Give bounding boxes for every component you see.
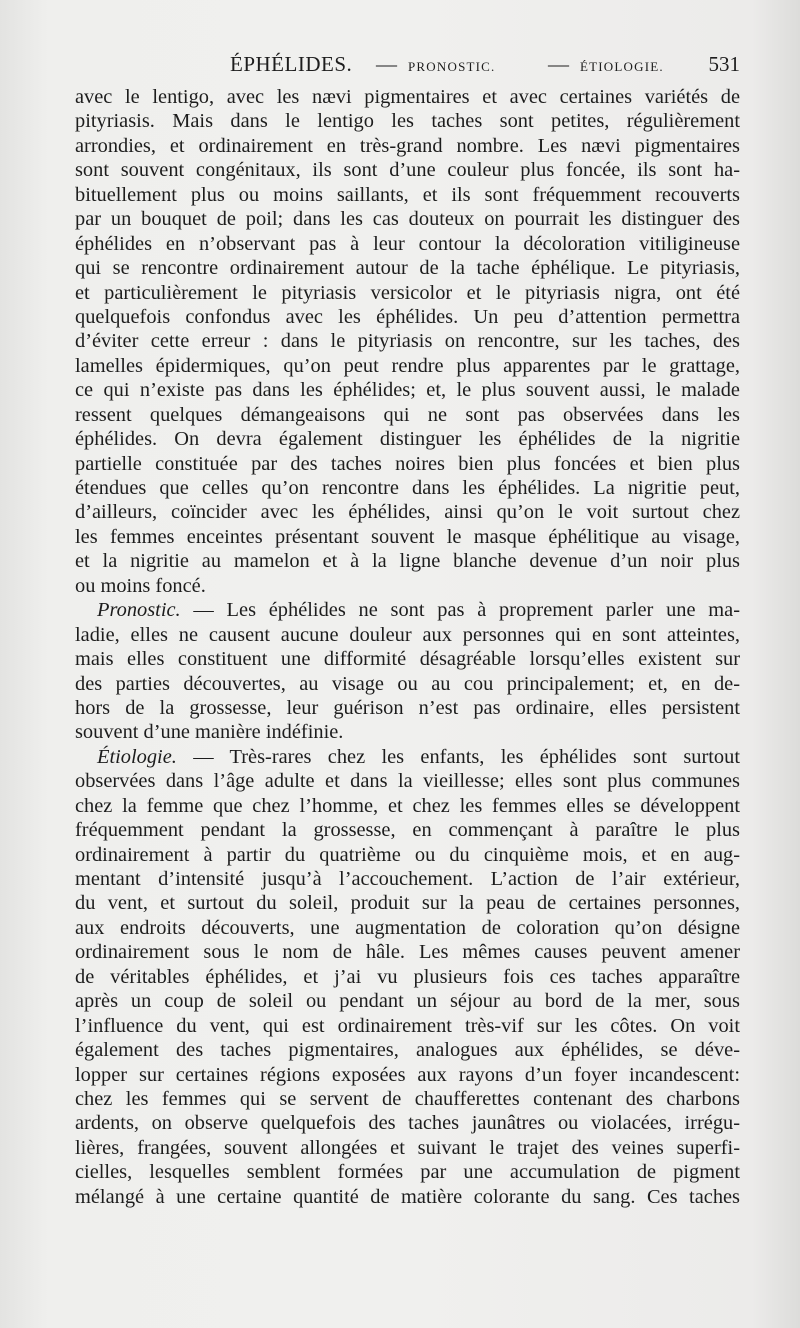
text-line: cielles, lesquelles semblent formées par une accumulation de pigment bbox=[75, 1161, 740, 1184]
text-line: des parties découvertes, au visage ou au cou principalement; et, en de- bbox=[75, 672, 740, 695]
text-line: chez la femme que chez l’homme, et chez les femmes elles se développent bbox=[75, 794, 740, 817]
header-title: ÉPHÉLIDES. bbox=[230, 52, 353, 76]
text-line: l’influence du vent, qui est ordinairement très-vif sur les côtes. On voit bbox=[75, 1014, 740, 1037]
text-line: chez les femmes qui se servent de chaufferettes contenant des charbons bbox=[75, 1087, 740, 1110]
text-line: ou moins foncé. bbox=[75, 574, 206, 597]
body-text bbox=[75, 85, 740, 1209]
text-line: aux endroits découverts, une augmentation de coloration qu’on désigne bbox=[75, 916, 740, 939]
text-span: — Très-rares chez les enfants, les éphélides sont surtout bbox=[193, 745, 740, 768]
header-section-pronostic: PRONOSTIC. bbox=[408, 59, 496, 74]
text-line: observées dans l’âge adulte et dans la vieillesse; elles sont plus communes bbox=[75, 770, 740, 793]
text-line: pityriasis. Mais dans le lentigo les taches sont petites, régulièrement bbox=[75, 110, 740, 133]
header-separator: — bbox=[548, 52, 569, 76]
text-line: éphélides en n’observant pas à leur contour la décoloration vitiligineuse bbox=[75, 232, 740, 255]
text-span: — Les éphélides ne sont pas à proprement parler une ma- bbox=[193, 599, 740, 622]
section-heading-etiologie: Étiologie. bbox=[97, 745, 177, 768]
text-line: de véritables éphélides, et j’ai vu plusieurs fois ces taches apparaître bbox=[75, 965, 740, 988]
text-line: et particulièrement le pityriasis versicolor et le pityriasis nigra, ont été bbox=[75, 281, 740, 304]
text-line: par un bouquet de poil; dans les cas douteux on pourrait les distinguer des bbox=[75, 208, 740, 231]
page-number: 531 bbox=[708, 52, 740, 76]
text-line: lières, frangées, souvent allongées et suivant le trajet des veines superfi- bbox=[75, 1136, 740, 1159]
text-line: ce qui n’existe pas dans les éphélides; et, le plus souvent aussi, le malade bbox=[75, 379, 740, 402]
text-line: du vent, et surtout du soleil, produit sur la peau de certaines personnes, bbox=[75, 892, 740, 915]
header-separator: — bbox=[376, 52, 397, 76]
paragraph-etiologie-first-line bbox=[75, 745, 740, 769]
text-line: souvent d’une manière indéfinie. bbox=[75, 721, 344, 744]
text-line: mélangé à une certaine quantité de matière colorante du sang. Ces taches bbox=[75, 1185, 740, 1208]
text-line: mentant d’intensité jusqu’à l’accouchement. L’action de l’air extérieur, bbox=[75, 868, 740, 890]
paragraph-pronostic-first-line bbox=[75, 598, 740, 622]
text-line: quelquefois confondus avec les éphélides. Un peu d’attention permettra bbox=[75, 305, 740, 328]
text-line: hors de la grossesse, leur guérison n’est pas ordinaire, elles persistent bbox=[75, 696, 740, 719]
section-heading-pronostic: Pronostic. bbox=[97, 599, 181, 622]
text-line: étendues que celles qu’on rencontre dans les éphélides. La nigritie peut, bbox=[75, 477, 740, 499]
text-line: d’ailleurs, coïncider avec les éphélides, ainsi qu’on le voit surtout chez bbox=[75, 501, 740, 524]
text-line: mais elles constituent une difformité désagréable lorsqu’elles existent sur bbox=[75, 648, 740, 671]
text-line: qui se rencontre ordinairement autour de la tache éphélique. Le pityriasis, bbox=[75, 257, 740, 280]
text-line: sont souvent congénitaux, ils sont d’une couleur plus foncée, ils sont ha- bbox=[75, 159, 740, 182]
text-line: ordinairement sous le nom de hâle. Les mêmes causes peuvent amener bbox=[75, 941, 740, 964]
text-line: d’éviter cette erreur : dans le pityriasis on rencontre, sur les taches, des bbox=[75, 330, 740, 353]
running-header bbox=[80, 50, 740, 80]
text-line: ardents, on observe quelquefois des taches jaunâtres ou violacées, irrégu- bbox=[75, 1112, 740, 1135]
header-section-etiologie: ÉTIOLOGIE. bbox=[580, 59, 664, 74]
text-line: lopper sur certaines régions exposées aux rayons d’un foyer incandescent: bbox=[75, 1063, 740, 1086]
text-line: lamelles épidermiques, qu’on peut rendre plus apparentes par le grattage, bbox=[75, 354, 740, 377]
text-line: également des taches pigmentaires, analogues aux éphélides, se déve- bbox=[75, 1039, 740, 1062]
text-line: fréquemment pendant la grossesse, en commençant à paraître le plus bbox=[75, 819, 740, 842]
text-line: et la nigritie au mamelon et à la ligne blanche devenue d’un noir plus bbox=[75, 550, 740, 573]
text-line: partielle constituée par des taches noires bien plus foncées et bien plus bbox=[75, 452, 740, 475]
text-line: avec le lentigo, avec les nævi pigmentaires et avec certaines variétés de bbox=[75, 86, 740, 108]
text-line: bituellement plus ou moins saillants, et ils sont fréquemment recouverts bbox=[75, 183, 740, 206]
text-line: arrondies, et ordinairement en très-grand nombre. Les nævi pigmentaires bbox=[75, 134, 740, 157]
text-line: ladie, elles ne causent aucune douleur aux personnes qui en sont atteintes, bbox=[75, 623, 740, 646]
text-line: ordinairement à partir du quatrième ou du cinquième mois, et en aug- bbox=[75, 843, 740, 866]
text-line: les femmes enceintes présentant souvent le masque éphélitique au visage, bbox=[75, 525, 740, 548]
text-line: après un coup de soleil ou pendant un séjour au bord de la mer, sous bbox=[75, 990, 740, 1013]
text-line: éphélides. On devra également distinguer les éphélides de la nigritie bbox=[75, 428, 740, 451]
text-line: ressent quelques démangeaisons qui ne sont pas observées dans les bbox=[75, 403, 740, 426]
